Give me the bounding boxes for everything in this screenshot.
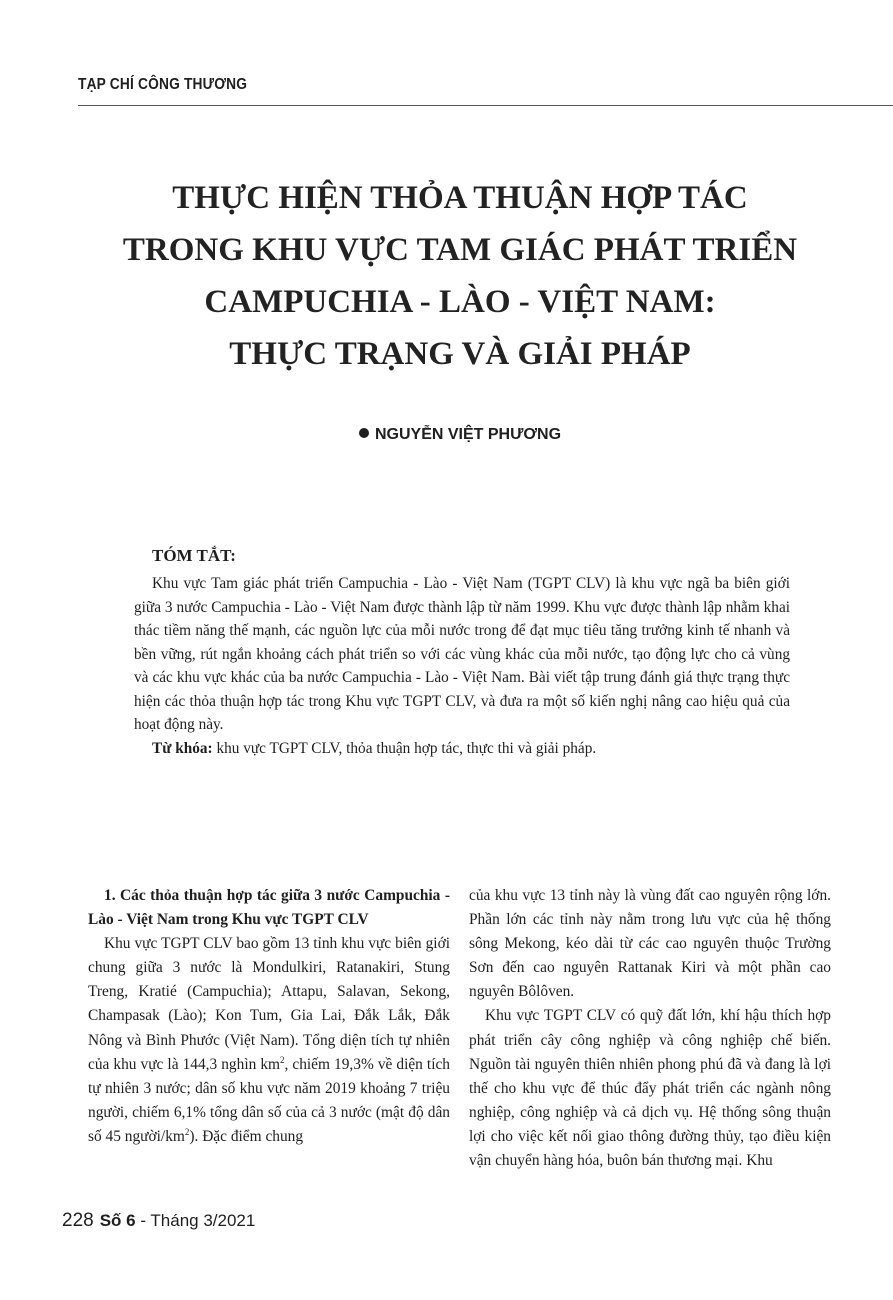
issue-label: Số 6 — [99, 1211, 136, 1230]
body-paragraph: Khu vực TGPT CLV bao gồm 13 tỉnh khu vực biên giới chung giữa 3 nước là Mondulkiri, Ratanakiri, Stung Treng, Kratié (Campuchia); Attapu, Salavan, Sekong, Champasak (Lào); Kon Tum, Gia Lai, Đắk Lắk, Đắk Nông và Bình Phước (Việt Nam). Tổng diện tích tự nhiên của khu vực là 144,3 nghìn $km^2$, chiếm 19,3% về diện tích tự nhiên 3 nước; dân số khu vực năm 2019 khoảng 7 triệu người, chiếm 6,1% tổng dân số của cả 3 nước (mật độ dân số 45 người/$km^2$). Đặc điểm chung — [88, 935, 450, 1145]
body-column-right — [469, 884, 831, 1173]
title-line: THỰC HIỆN THỎA THUẬN HỢP TÁC — [172, 180, 748, 216]
page-number: 228 — [62, 1210, 94, 1231]
page-footer — [62, 1210, 255, 1232]
section-heading: 1. Các thỏa thuận hợp tác giữa 3 nước Campuchia - Lào - Việt Nam trong Khu vực TGPT CLV — [88, 887, 450, 929]
title-line: THỰC TRẠNG VÀ GIẢI PHÁP — [229, 336, 691, 372]
keywords-label: Từ khóa: — [152, 740, 213, 757]
title-line: CAMPUCHIA - LÀO - VIỆT NAM: — [204, 284, 716, 320]
superscript: 2 — [184, 1126, 190, 1137]
title-line: TRONG KHU VỰC TAM GIÁC PHÁT TRIỂN — [122, 232, 798, 268]
issue-date: - Tháng 3/2021 — [135, 1211, 256, 1230]
abstract-body: Khu vực Tam giác phát triển Campuchia - Lào - Việt Nam (TGPT CLV) là khu vực ngã ba biên giới giữa 3 nước Campuchia - Lào - Việt Nam được thành lập từ năm 1999. Khu vực được thành lập nhằm khai thác tiềm năng thế mạnh, các nguồn lực của mỗi nước trong để đạt mục tiêu tăng trưởng kinh tế nhanh và bền vững, rút ngắn khoảng cách phát triển so với các vùng khác của mỗi nước, tạo động lực cho cả vùng và các khu vực khác của ba nước Campuchia - Lào - Việt Nam. Bài viết tập trung đánh giá thực trạng thực hiện các thỏa thuận hợp tác trong Khu vực TGPT CLV, và đưa ra một số kiến nghị nâng cao hiệu quả của hoạt động này. — [134, 575, 790, 733]
journal-name: TẠP CHÍ CÔNG THƯƠNG — [78, 76, 248, 93]
author-line — [0, 426, 893, 444]
body-column-left — [88, 884, 450, 1149]
keywords-text: khu vực TGPT CLV, thỏa thuận hợp tác, thực thi và giải pháp. — [216, 740, 597, 757]
abstract-heading: TÓM TẮT: — [152, 546, 236, 565]
body-paragraph: của khu vực 13 tỉnh này là vùng đất cao nguyên rộng lớn. Phần lớn các tỉnh này nằm trong lưu vực của hệ thống sông Mekong, kéo dài từ các cao nguyên thuộc Trường Sơn đến cao nguyên Rattanak Kiri và một phần cao nguyên Bôlôven. — [469, 887, 831, 1001]
bullet-icon — [359, 428, 369, 438]
header-rule — [78, 105, 893, 106]
superscript: 2 — [280, 1054, 285, 1065]
article-title — [60, 172, 860, 380]
keywords — [134, 737, 790, 761]
body-paragraph: Khu vực TGPT CLV có quỹ đất lớn, khí hậu thích hợp phát triển cây công nghiệp và công nghiệp chế biến. Nguồn tài nguyên thiên nhiên phong phú đã và đang là lợi thế cho khu vực để thúc đẩy phát triển các ngành nông nghiệp, công nghiệp và cả dịch vụ. Hệ thống sông thuận lợi cho việc kết nối giao thông đường thủy, tạo điều kiện vận chuyển hàng hóa, buôn bán thương mại. Khu — [469, 1007, 831, 1170]
author-name: NGUYỄN VIỆT PHƯƠNG — [374, 426, 562, 443]
